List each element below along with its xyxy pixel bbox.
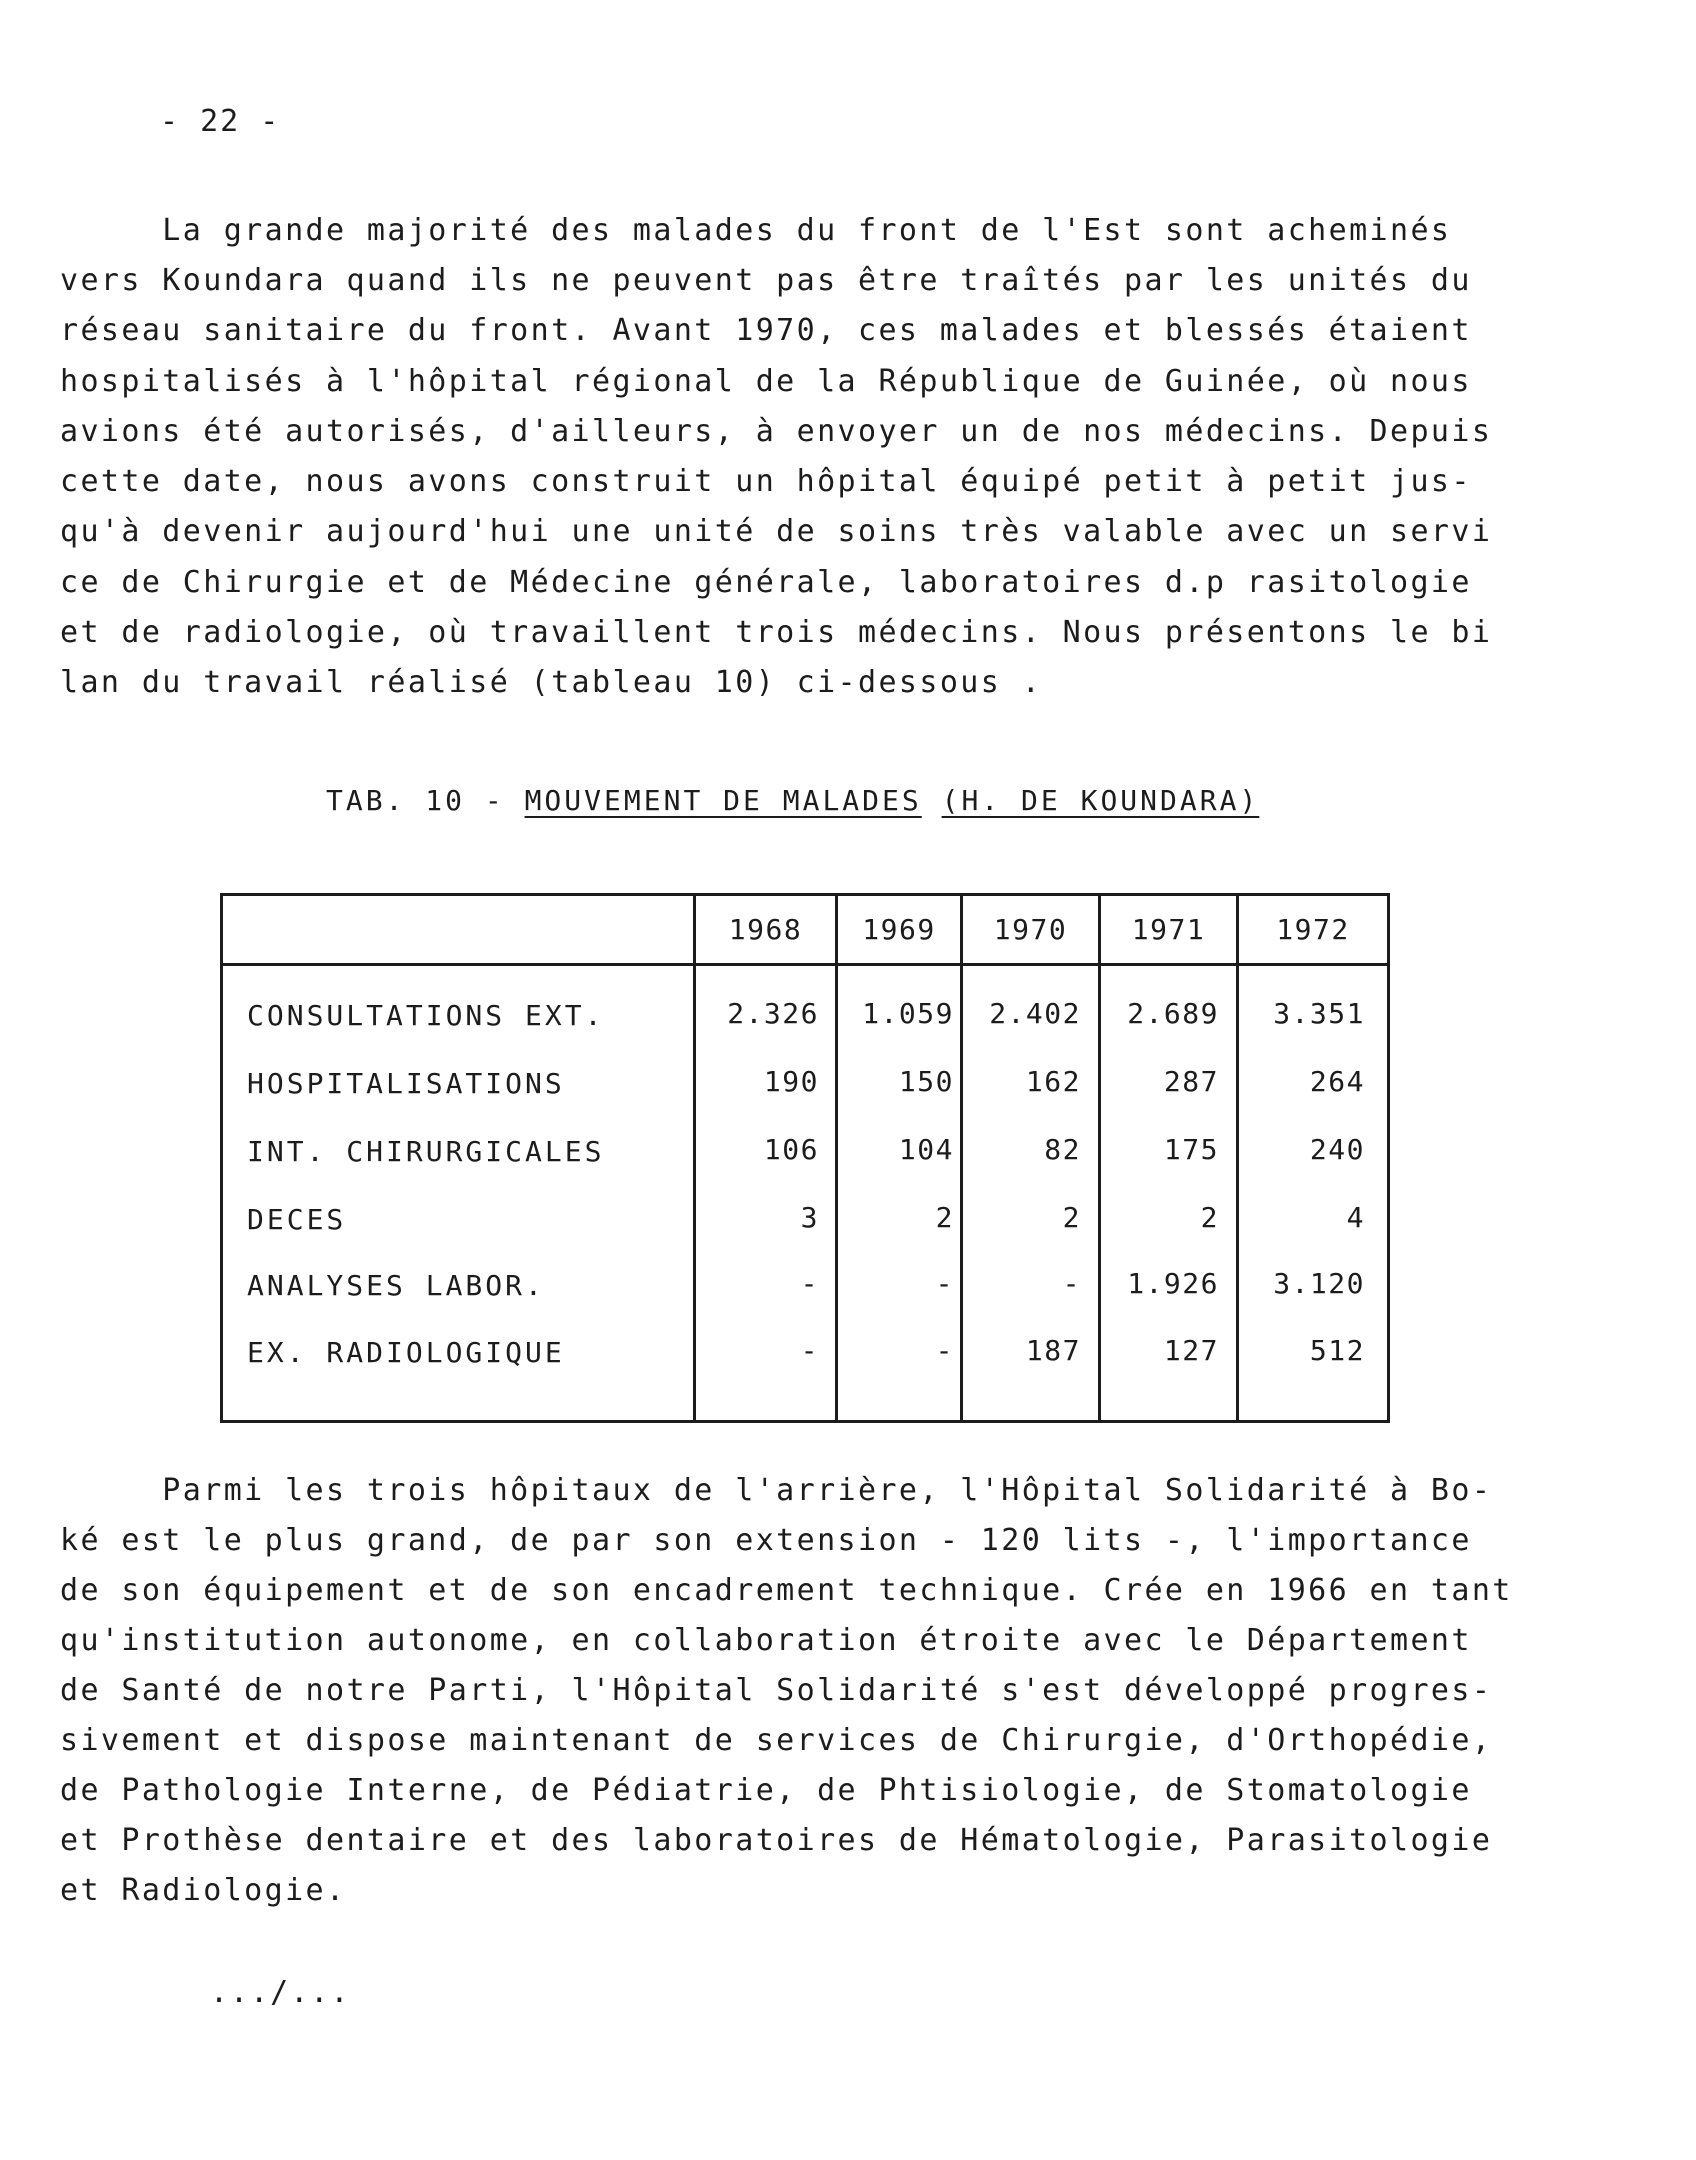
- table-cell: 4: [1346, 1201, 1365, 1234]
- text-line: avions été autorisés, d'ailleurs, à envoyer un de nos médecins. Depuis: [60, 414, 1493, 449]
- year-header: 1968: [728, 913, 803, 946]
- year-header: 1969: [862, 913, 936, 946]
- table-cell: 162: [1025, 1065, 1081, 1098]
- table-header-separator: [220, 963, 1390, 966]
- text-line: et Radiologie.: [60, 1873, 347, 1908]
- table-cell: -: [935, 1334, 954, 1367]
- table-border-top: [220, 893, 1390, 896]
- text-line: La grande majorité des malades du front de l'Est sont acheminés: [60, 213, 1452, 248]
- row-label: DECES: [247, 1203, 347, 1236]
- row-label: EX. RADIOLOGIQUE: [247, 1336, 565, 1369]
- table-title-location: (H. DE KOUNDARA): [941, 784, 1260, 817]
- table-cell: 1.059: [862, 997, 954, 1030]
- text-line: vers Koundara quand ils ne peuvent pas être traîtés par les unités du: [60, 263, 1472, 298]
- table-cell: 287: [1163, 1065, 1219, 1098]
- table-cell: 2: [935, 1201, 954, 1234]
- table-cell: 106: [763, 1133, 819, 1166]
- row-label: CONSULTATIONS EXT.: [247, 999, 605, 1032]
- table-cell: 3.351: [1273, 997, 1365, 1030]
- table-cell: 3.120: [1273, 1267, 1365, 1300]
- table-cell: 2.689: [1127, 997, 1219, 1030]
- text-line: ce de Chirurgie et de Médecine générale, laboratoires d.p rasitologie: [60, 565, 1472, 600]
- text-line: hospitalisés à l'hôpital régional de la République de Guinée, où nous: [60, 364, 1472, 399]
- text-line: qu'à devenir aujourd'hui une unité de soins très valable avec un servi: [60, 514, 1493, 549]
- table-border-right: [1387, 893, 1390, 1423]
- table-cell: 150: [898, 1065, 954, 1098]
- table-cell: -: [935, 1267, 954, 1300]
- table-cell: 2.326: [727, 997, 819, 1030]
- table-cell: -: [800, 1267, 819, 1300]
- table-cell: 3: [800, 1201, 819, 1234]
- text-line: ké est le plus grand, de par son extension - 120 lits -, l'importance: [60, 1523, 1472, 1558]
- row-label: ANALYSES LABOR.: [247, 1269, 545, 1302]
- table-title-prefix: TAB. 10 -: [326, 784, 525, 817]
- text-line: de Santé de notre Parti, l'Hôpital Solidarité s'est développé progres-: [60, 1673, 1493, 1708]
- table-cell: 187: [1025, 1334, 1081, 1367]
- text-line: et Prothèse dentaire et des laboratoires de Hématologie, Parasitologie: [60, 1823, 1493, 1858]
- table-cell: -: [800, 1334, 819, 1367]
- text-line: réseau sanitaire du front. Avant 1970, ces malades et blessés étaient: [60, 313, 1472, 348]
- table-cell: 82: [1044, 1133, 1081, 1166]
- table-cell: 2: [1200, 1201, 1219, 1234]
- table-cell: 127: [1163, 1334, 1219, 1367]
- table-cell: -: [1062, 1267, 1081, 1300]
- table-cell: 2: [1062, 1201, 1081, 1234]
- table-cell: 240: [1309, 1133, 1365, 1166]
- text-line: Parmi les trois hôpitaux de l'arrière, l'Hôpital Solidarité à Bo-: [60, 1473, 1493, 1508]
- table-cell: 104: [898, 1133, 954, 1166]
- table-cell: 1.926: [1127, 1267, 1219, 1300]
- row-label: INT. CHIRURGICALES: [247, 1135, 605, 1168]
- table-cell: 190: [763, 1065, 819, 1098]
- continuation-mark: .../...: [210, 1975, 351, 2010]
- table-cell: 512: [1309, 1334, 1365, 1367]
- year-header: 1971: [1131, 913, 1206, 946]
- table-cell: 264: [1309, 1065, 1365, 1098]
- year-header: 1970: [993, 913, 1068, 946]
- patient-movement-table: [220, 893, 1390, 1423]
- table-title-main: MOUVEMENT DE MALADES: [524, 784, 922, 817]
- text-line: lan du travail réalisé (tableau 10) ci-dessous .: [60, 665, 1043, 700]
- table-border-bottom: [220, 1420, 1390, 1423]
- table-border-left: [220, 893, 223, 1423]
- text-line: de Pathologie Interne, de Pédiatrie, de Phtisiologie, de Stomatologie: [60, 1773, 1472, 1808]
- text-line: sivement et dispose maintenant de services de Chirurgie, d'Orthopédie,: [60, 1723, 1493, 1758]
- text-line: cette date, nous avons construit un hôpital équipé petit à petit jus-: [60, 464, 1472, 499]
- text-line: de son équipement et de son encadrement technique. Crée en 1966 en tant: [60, 1573, 1513, 1608]
- text-line: qu'institution autonome, en collaboration étroite avec le Département: [60, 1623, 1472, 1658]
- table-cell: 175: [1163, 1133, 1219, 1166]
- row-label: HOSPITALISATIONS: [247, 1067, 565, 1100]
- page-number: - 22 -: [160, 104, 281, 139]
- text-line: et de radiologie, où travaillent trois médecins. Nous présentons le bi: [60, 615, 1493, 650]
- table-title: [326, 784, 1259, 817]
- year-header: 1972: [1276, 913, 1350, 946]
- table-cell: 2.402: [989, 997, 1081, 1030]
